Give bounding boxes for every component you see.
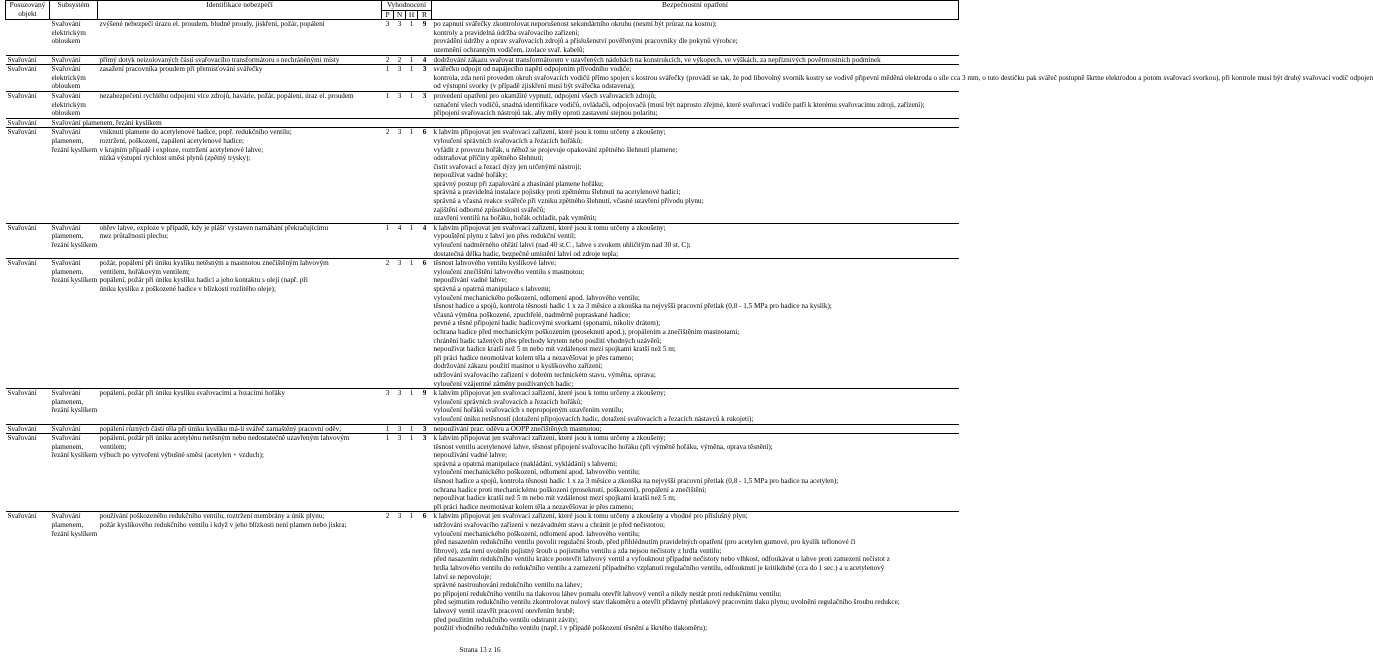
cell-measures-line: k lahvím připojovat jen svařovací zařízení, které jsou k tomu určeny a zkoušeny; — [433, 128, 666, 137]
cell-n: 3 — [394, 424, 406, 434]
cell-r: 6 — [418, 259, 432, 389]
cell-object: Svařování — [6, 118, 50, 128]
cell-n: 3 — [394, 128, 406, 224]
cell-measures-line: před použitím redukčního ventilu odstranit závity; — [433, 615, 578, 624]
cell-measures-line: uzavření ventilů na hořáku, hořák ochladit, pak vyměnit; — [433, 214, 597, 223]
table-row — [6, 512, 959, 633]
cell-measures-line: nepoužívat vadné hořáky; — [433, 171, 508, 180]
cell-subsystem — [50, 259, 98, 389]
cell-measures-line: k lahvím připojovat jen svařovací zařízení, které jsou k tomu určeny a zkoušeny; — [433, 434, 666, 443]
cell-measures-line: připojení svařovacích nástrojů tak, aby měly oproti zastavení stejnou polaritu; — [433, 109, 658, 118]
cell-measures-line: včasná výměna poškozené, zpuchřelé, nadměrně popraskané hadice; — [433, 310, 631, 319]
cell-hazard — [98, 223, 382, 258]
cell-measures-line: vyloučení mechanického poškození, odlomení apod. lahvového ventilu; — [433, 468, 640, 477]
cell-hazard-line: popálení, požár při úniku kyslíku hadicí a jeho kontaktu s olejí (např. při — [99, 276, 308, 285]
cell-measures — [432, 128, 959, 224]
cell-subsystem-line: řezání kyslíkem — [51, 276, 98, 285]
cell-measures-line: fibrové), zda není uvolněn pojistný šroub u pojistného ventilu a zda nejsou nečistoty z hrdla ventilu; — [433, 546, 722, 555]
cell-subsystem — [50, 118, 162, 128]
cell-subsystem-line: Svařování — [51, 55, 81, 64]
cell-p — [382, 118, 394, 128]
cell-measures-line: nepoužívání vadné lahve; — [433, 276, 507, 285]
cell-r: 3 — [418, 91, 432, 118]
cell-h: 1 — [406, 20, 418, 55]
cell-hazard-line: zvýšené nebezpečí úrazu el. proudem, bludné proudy, jiskření, požár, popálení — [99, 20, 325, 29]
cell-measures-line: před nasazením redukčního ventilu povolit regulační šroub, před přihlédnutím pravidelných opatření (pro acetylen gumové, pro kyslík teflonové či — [433, 538, 856, 547]
header-evaluation: Vyhodnocení — [382, 1, 432, 11]
cell-subsystem-line: plamenem, — [51, 521, 84, 530]
cell-object: Svařování — [6, 65, 50, 92]
cell-n: 3 — [394, 512, 406, 633]
cell-subsystem-line: řezání kyslíkem — [51, 406, 98, 415]
cell-measures-line: nepoužívat hadice kratší než 5 m nebo mít vzdálenost mezi spojkami kratší než 5 m; — [433, 345, 676, 354]
cell-subsystem-line: Svařování — [51, 20, 81, 29]
cell-n: 4 — [394, 223, 406, 258]
cell-subsystem-line: Svařování — [51, 424, 81, 433]
cell-hazard-line: požár kyslíkového redukčního ventilu i když v jeho blízkosti není plamen nebo jiskra; — [99, 521, 347, 530]
cell-n: 3 — [394, 389, 406, 424]
cell-subsystem-line: plamenem, — [51, 232, 84, 241]
cell-hazard — [98, 55, 382, 65]
cell-r: 9 — [418, 389, 432, 424]
cell-r: 3 — [418, 65, 432, 92]
table-row — [6, 434, 959, 512]
cell-measures-line: lahvový ventil uzavřít pracovní otevřením hrubě; — [433, 606, 575, 615]
cell-measures-line: dodržování zákazu svařovat transformátorem v uzavřených nádobách na konstrukcích, ve výkopech, ve výškách, za nepříznivých povětrnostních podmínek — [433, 55, 881, 64]
cell-measures-line: vyloučení nadměrného ohřátí lahví (nad 40 st.C , lahve s zvokem uhličitým nad 30 st. C); — [433, 241, 691, 250]
cell-subsystem-line: plamenem, — [51, 442, 84, 451]
cell-hazard — [98, 91, 382, 118]
header-r: R — [418, 10, 432, 20]
cell-measures-line: vyloučení správních svařovacích a řezacích hořáků; — [433, 136, 583, 145]
cell-measures-line: udržování svařovacího zařízení v dobrém technickém stavu, výměna, oprava; — [433, 370, 656, 379]
cell-h: 1 — [406, 223, 418, 258]
cell-subsystem-line: elektrickým — [51, 73, 86, 82]
table-row — [6, 118, 959, 128]
cell-measures-line: při práci hadice neomotávat kolem těla a nezavěšovat je přes rameno; — [433, 502, 634, 511]
cell-object: Svařování — [6, 512, 50, 633]
cell-hazard-line: ventilem, hořákovým ventilem; — [99, 267, 190, 276]
cell-subsystem-line: Svařování — [51, 65, 81, 74]
cell-measures — [432, 512, 959, 633]
cell-subsystem — [50, 91, 98, 118]
cell-subsystem-line: plamenem, — [51, 136, 84, 145]
cell-subsystem — [50, 65, 98, 92]
cell-subsystem — [50, 434, 98, 512]
header-p: P — [382, 10, 394, 20]
cell-measures-line: vyloučení mechanického poškození, odlomení apod. lahvového ventilu; — [433, 529, 640, 538]
cell-measures-line: nepoužívat hadice kratší než 5 m nebo mít vzdálenost mezi spojkami kratší než 5 m; — [433, 494, 676, 503]
cell-hazard-line: vniknutí plamene do acetylenové hadice, popř. redukčního ventilu; — [99, 128, 292, 137]
cell-subsystem-line: řezání kyslíkem — [51, 529, 98, 538]
cell-measures-line: udržování svařovacího zařízení v nezávadném stavu a chránit je před nečistotou; — [433, 521, 666, 530]
header-h: H — [406, 10, 418, 20]
header-measures: Bezpečnostní opatření — [432, 1, 959, 20]
cell-measures-line: dostatečná délka hadic, bezpečné umístění lahví od zdroje tepla; — [433, 249, 619, 258]
cell-object: Svařování — [6, 55, 50, 65]
cell-h: 1 — [406, 128, 418, 224]
cell-subsystem-line: plamenem, — [51, 397, 84, 406]
cell-measures-line: těsnost lahvového ventilu kyslíkové lahve; — [433, 259, 557, 268]
cell-r: 4 — [418, 55, 432, 65]
table-row — [6, 20, 959, 55]
cell-hazard — [98, 389, 382, 424]
cell-hazard — [98, 424, 382, 434]
cell-measures-line: provádění údržby a oprav svařovacích zdrojů a příslušenství pověřenými pracovníky dle pokynů výrobce; — [433, 37, 738, 46]
cell-hazard-line: nízká výstupní rychlost směsi plynů (zpětný trysky); — [99, 154, 251, 163]
cell-p: 3 — [382, 389, 394, 424]
cell-subsystem-line: Svařování — [51, 434, 81, 443]
cell-r: 6 — [418, 512, 432, 633]
cell-measures-line: pevné a těsné připojení hadic hadicovými svorkami (sponami, nikoliv drátem); — [433, 319, 661, 328]
cell-hazard-line: popálení různých částí těla při úniku kyslíku má-li svářeč zamaštěný pracovní oděv; — [99, 424, 342, 433]
cell-measures-line: zajištění odborné způsobilosti svářečů; — [433, 205, 546, 214]
cell-hazard-line: roztržení, poškození, zapálení acetylenové hadice; — [99, 136, 244, 145]
risk-table — [5, 0, 1373, 633]
cell-measures-line: označení všech vodičů, snadná identifikace vodičů, ovládačů, odpojovačů (musí být naprosto zřejmé, které svařovací vodiče patří k kterému svařovacímu zdroji, zařízení); — [433, 100, 925, 109]
cell-r: 9 — [418, 20, 432, 55]
cell-hazard-line: přímý dotyk neizolovaných částí svařovacího transformátoru s nechráněnými místy — [99, 55, 340, 64]
cell-measures-line: lahví se nepovoluje; — [433, 572, 492, 581]
cell-hazard-line: výbuch po vytvoření výbušné směsi (acetylen + vzduch); — [99, 451, 264, 460]
cell-measures — [432, 223, 959, 258]
cell-h: 1 — [406, 65, 418, 92]
cell-subsystem — [50, 128, 98, 224]
cell-subsystem-line: Svařování — [51, 512, 81, 521]
cell-subsystem-line: Svařování — [51, 91, 81, 100]
cell-measures-line: správná a pravidelná instalace pojistky proti zpětnému šlehnutí na acetylenové hadici; — [433, 188, 681, 197]
cell-object: Svařování — [6, 434, 50, 512]
cell-subsystem — [50, 20, 98, 55]
cell-subsystem — [50, 223, 98, 258]
cell-hazard-line: ohřev lahve, exploze v případě, kdy je plášť vystaven namáhání překračujícímu — [99, 223, 329, 232]
table-row — [6, 55, 959, 65]
cell-hazard-line: úniku kyslíku z poškozené hadice v blízkosti rozlitého oleje); — [99, 285, 276, 293]
cell-hazard-line: mez průtažnosti plechu; — [99, 232, 169, 241]
cell-subsystem-line: Svařování — [51, 259, 81, 268]
cell-r: 3 — [418, 434, 432, 512]
cell-measures-line: ochrana hadice před mechanickým poškozením (proseknutí apod.), propálením a znečištěním mastnotami; — [433, 327, 740, 336]
cell-subsystem-line: řezání kyslíkem — [51, 145, 98, 154]
cell-measures — [432, 434, 959, 512]
cell-h — [406, 118, 418, 128]
cell-measures — [432, 91, 959, 118]
cell-p: 1 — [382, 434, 394, 512]
cell-measures-line: před nasazením redukčního ventilu krátce pootevřít lahvový ventil a vyfouknout případné nečistoty nebo vlhkost, odfoukávat u lahve proti zamezení nečistot z — [433, 555, 890, 564]
table-row — [6, 424, 959, 434]
cell-n: 2 — [394, 55, 406, 65]
cell-h: 1 — [406, 55, 418, 65]
cell-hazard — [98, 65, 382, 92]
cell-hazard — [98, 512, 382, 633]
cell-measures-line: po zapnutí svářečky zkontrolovat neporušenost sekundárního okruhu (nesmí být průraz na kostru); — [433, 20, 717, 29]
cell-measures-line: správná a opatrná manipulace s lahvemi; — [433, 285, 551, 293]
cell-hazard-line: nezabezpečení rychlého odpojení více zdrojů, havárie, požár, popálení, úraz el. proudem — [99, 91, 354, 100]
cell-measures-line: po připojení redukčního ventilu na tlakovou láhev pomalu otevřít lahvový ventil a nikdy nestát proti redukčnímu ventilu; — [433, 589, 782, 598]
cell-measures-line: správná a opatrná manipulace (nakládání, vykládání) s lahvemi; — [433, 459, 618, 468]
page-number: Strana 13 z 16 — [459, 646, 501, 654]
cell-measures-line: použití vhodného redukčního ventilu (např. i v případě poškození těsnění a škrtého tlakoměru); — [433, 624, 708, 633]
cell-hazard — [98, 259, 382, 389]
cell-measures-line: vyloučení hořáků svařovacích s nepropojeným uzavřením ventilu; — [433, 406, 624, 415]
cell-measures-line: vyloučení správních svařovacích a řezacích hořáků; — [433, 397, 583, 406]
cell-subsystem-line: plamenem, — [51, 267, 84, 276]
cell-hazard-line: používání poškozeného redukčního ventilu, roztržení membrány a únik plynu; — [99, 512, 325, 521]
cell-n: 3 — [394, 91, 406, 118]
cell-subsystem — [50, 512, 98, 633]
cell-subsystem-line: Svařování — [51, 223, 81, 232]
cell-measures-line: od výstupní svorky (v případě zjiskření musí být svářečka odstavena); — [433, 82, 635, 91]
cell-subsystem-line: Svařování — [51, 389, 81, 398]
cell-r: 6 — [418, 128, 432, 224]
cell-subsystem-line: elektrickým — [51, 28, 86, 37]
header-subsystem: Subsystém — [50, 1, 98, 20]
table-row — [6, 389, 959, 424]
cell-measures — [432, 389, 959, 424]
cell-measures-line: svářečku odpojit od napájecího napětí odpojením přívodního vodiče; — [433, 65, 632, 74]
cell-measures-line: vyloučení mechanického poškození, odlomení apod. lahvového ventilu; — [433, 293, 640, 302]
cell-measures-line: před sejmutím redukčního ventilu zkontrolovat nulový stav tlakoměru a otevřít přídavný přetlakový pracovním tlaku plynu; uvolnění regulačního šroubu redukce; — [433, 598, 900, 607]
header-hazard: Identifikace nebezpečí — [98, 1, 382, 20]
cell-measures-line: vyfádit z provozu hořák, u něhož se projevuje opakování zpětného šlehnutí plamene; — [433, 145, 678, 154]
cell-h: 1 — [406, 424, 418, 434]
cell-h: 1 — [406, 259, 418, 389]
cell-p: 2 — [382, 512, 394, 633]
cell-measures-line: správná a včasná reakce svářeče při vzniku zpětného šlehnutí, včasné uzavření přívodu plynu; — [433, 197, 704, 206]
cell-measures-line: těsnost hadice a spojů, kontrola těsnosti hadic 1 x za 3 měsíce a zkouška na nejvyšší pracovní přetlak (0,8 - 1,5 MPa pro hadice na kyslík); — [433, 302, 832, 311]
cell-measures-line: správné nastrouhování redukčního ventilu na lahev; — [433, 581, 583, 590]
cell-hazard-line: požár, popálení při úniku kyslíku netěsným a mastnotou znečištěným lahvovým — [99, 259, 329, 268]
cell-h: 1 — [406, 434, 418, 512]
cell-measures-line: vypouštění plynu z lahví jen přes redukční ventil; — [433, 232, 576, 241]
table-row — [6, 223, 959, 258]
cell-p: 3 — [382, 20, 394, 55]
cell-measures-line: dodržování zákazu použití mastnot u kyslíkového zařízení; — [433, 362, 603, 371]
cell-subsystem-line: řezání kyslíkem — [51, 241, 98, 250]
cell-measures-line: nepoužívání vadné lahve; — [433, 451, 507, 460]
cell-n: 3 — [394, 259, 406, 389]
cell-h: 1 — [406, 389, 418, 424]
table-row — [6, 91, 959, 118]
cell-hazard-line: v krajním případě i exploze, roztržení acetylenové lahve; — [99, 145, 264, 154]
cell-hazard-line: zasažení pracovníka proudem při přemisťování svářečky — [99, 65, 263, 74]
cell-r: 4 — [418, 223, 432, 258]
cell-measures-line: vyloučení znečištění lahvového ventilu s mastnotou; — [433, 267, 585, 276]
cell-subsystem-line: Svařování — [51, 128, 81, 137]
cell-object: Svařování — [6, 91, 50, 118]
cell-measures-line: těsnost hadice a spojů, kontrola těsnosti hadic 1 x za 3 měsíce a zkouška na nejvyšší pracovní přetlak (0,8 - 1,5 MPa pro hadice na acetylen); — [433, 477, 839, 486]
cell-subsystem — [50, 424, 98, 434]
cell-hazard-line: popálení, požár při úniku kyslíku svařovacími a řezacími hořáky — [99, 389, 285, 398]
table-row — [6, 259, 959, 389]
cell-h: 1 — [406, 91, 418, 118]
cell-subsystem-line: obloukem — [51, 109, 81, 118]
cell-subsystem — [50, 55, 98, 65]
cell-p: 2 — [382, 55, 394, 65]
cell-measures — [432, 55, 959, 65]
header-n: N — [394, 10, 406, 20]
header-object: Posuzovaný objekt — [6, 1, 50, 20]
document-page — [5, 0, 1373, 633]
table-row — [6, 65, 959, 92]
cell-object: Svařování — [6, 424, 50, 434]
cell-measures-line: k lahvím připojovat jen svařovací zařízení, které jsou k tomu určeny a zkoušeny; — [433, 389, 666, 398]
cell-object: Svařování — [6, 259, 50, 389]
cell-subsystem-line: obloukem — [51, 37, 81, 46]
cell-n: 3 — [394, 65, 406, 92]
cell-measures-line: čistit svařovací a řezací dýzy jen určenými nástroji; — [433, 162, 582, 171]
cell-p: 1 — [382, 223, 394, 258]
cell-measures-line: ochrana hadice proti mechanickému poškození (proseknutí, poškození), propálení a znečištění; — [433, 485, 707, 494]
cell-measures-line: chránění hadic tažených přes přechody krytem nebo použití vhodných uzávěrů; — [433, 336, 662, 345]
cell-measures-line: odstraňovat příčiny zpětného šlehnutí; — [433, 154, 544, 163]
cell-object — [6, 20, 50, 55]
cell-subsystem — [50, 389, 98, 424]
cell-r: 3 — [418, 424, 432, 434]
cell-measures-line: uzemnění ochranným vodičem, izolace svař. kabelů; — [433, 45, 585, 54]
cell-n: 3 — [394, 20, 406, 55]
cell-hazard — [98, 20, 382, 55]
cell-measures — [432, 20, 959, 55]
cell-measures-line: vyloučení úniku netěsností (dotažení připojovacích hadic, dotažení svařovacích a řezacích nástavců k rukojeti); — [433, 414, 754, 423]
cell-subsystem-line: elektrickým — [51, 100, 86, 109]
cell-measures-line: nepoužívání prac. oděvu a OOPP znečištěných mastnotou; — [433, 424, 602, 433]
cell-subsystem-line: Svařování plamenem, řezání kyslíkem — [51, 118, 162, 127]
cell-hazard — [98, 128, 382, 224]
cell-hazard-line: popálení, požár při úniku acetylénu netěsným nebo nedostatečně uzavřeným lahvovým — [99, 434, 350, 443]
cell-p: 2 — [382, 128, 394, 224]
cell-p: 1 — [382, 91, 394, 118]
cell-measures — [432, 259, 959, 389]
cell-measures-line: k lahvím připojovat jen svařovací zařízení, které jsou k tomu určeny a zkoušeny a vhodné pro příslušný plyn; — [433, 512, 748, 521]
cell-subsystem-line: řezání kyslíkem — [51, 451, 98, 460]
cell-measures-line: správný postup při zapalování a zhasínání plamene hořáku; — [433, 179, 604, 188]
cell-measures-line: k lahvím připojovat jen svařovací zařízení, které jsou k tomu určeny a zkoušeny; — [433, 223, 666, 232]
cell-measures — [432, 65, 1373, 92]
cell-object: Svařování — [6, 223, 50, 258]
cell-measures-line: vyloučení vzájemné záměny používaných hadic; — [433, 379, 574, 388]
table-row — [6, 128, 959, 224]
cell-p: 1 — [382, 424, 394, 434]
cell-object: Svařování — [6, 389, 50, 424]
cell-n: 3 — [394, 434, 406, 512]
cell-measures-line: těsnost ventilu acetylenové lahve, těsnost připojení svařovacího hořáku (při výměně hořáku, výměna, oprava těsnění); — [433, 442, 773, 451]
cell-measures-line: provedení opatření pro okamžité vypnutí, odpojení všech svařovacích zdrojů; — [433, 91, 657, 100]
cell-subsystem-line: obloukem — [51, 82, 81, 91]
cell-measures-line: při práci hadice neomotávat kolem těla a nezavěšovat je přes rameno; — [433, 353, 634, 362]
table-body — [6, 20, 1373, 633]
cell-h: 1 — [406, 512, 418, 633]
cell-p: 2 — [382, 259, 394, 389]
cell-measures-line: kontrola, zda není proveden okruh svařovacích vodičů přímo spojen s kostrou svářečky (provádí se tak, že pod libovolný svorník kostry se vodivě připevní měděná elektroda o síle cca 3 mm, o tuto destičku pak svářeč postupně škrtne elektrodou a potom svařovací svorkou), při kontrole musí být druhý svařovací vodič odpojen — [433, 73, 1373, 82]
cell-r — [418, 118, 432, 128]
cell-measures — [432, 424, 959, 434]
cell-measures-line: kontroly a pravidelná údržba svařovacího zařízení; — [433, 28, 580, 37]
cell-measures — [432, 118, 959, 128]
cell-measures-line: hrdla lahvového ventilu do redukčního ventilu a zamezení případného vzplanutí regulačního ventilu, odfouknutí je kritikdobé (cca do 1 sec.) a u acetylenový — [433, 564, 885, 572]
cell-hazard — [98, 434, 382, 512]
cell-hazard-line: ventilem; — [99, 442, 127, 451]
cell-p: 1 — [382, 65, 394, 92]
cell-n — [394, 118, 406, 128]
cell-object: Svařování — [6, 128, 50, 224]
